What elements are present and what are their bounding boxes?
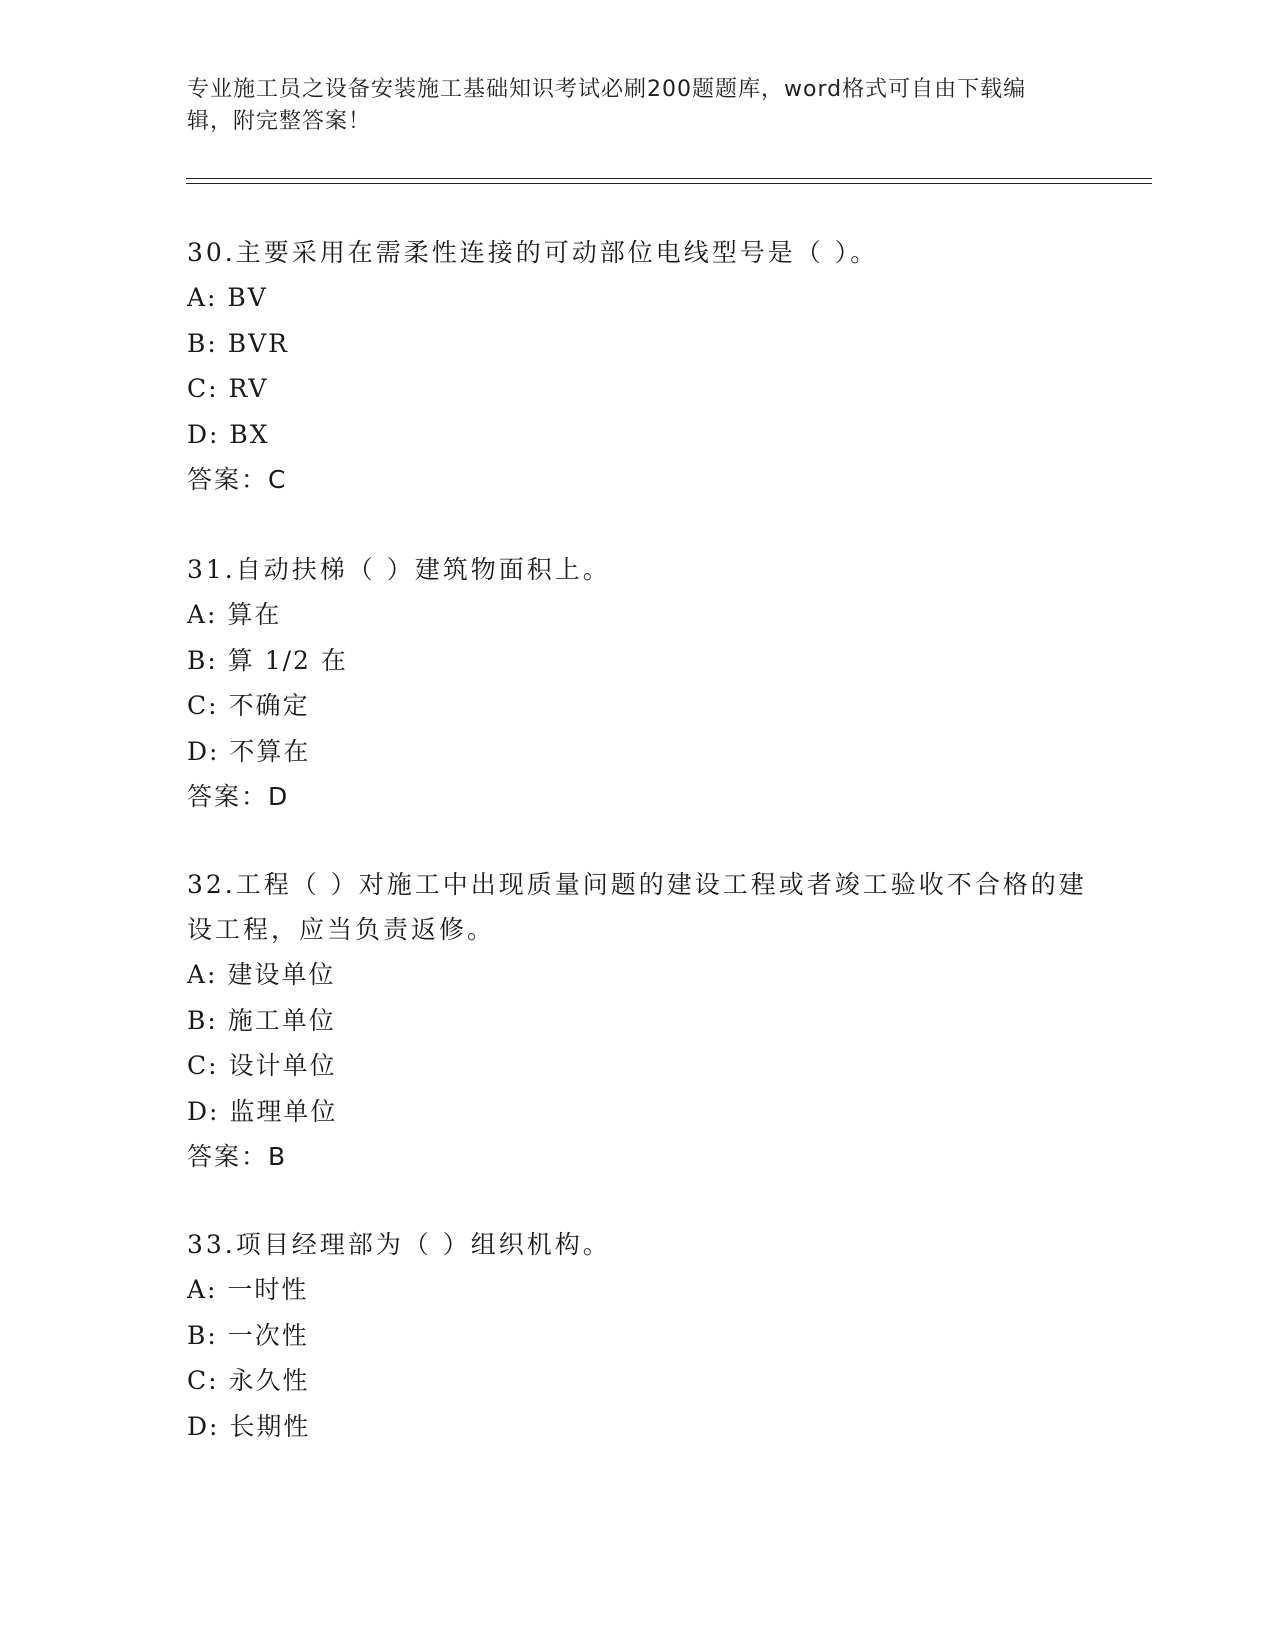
option-b: B: 施工单位 [187, 1005, 336, 1035]
answer-line: 答案：D [187, 782, 290, 811]
question-stem: 31.自动扶梯（ ）建筑物面积上。 [187, 555, 611, 584]
question-32 [187, 862, 1087, 1179]
option-d: D: 长期性 [187, 1411, 311, 1441]
option-b: B: BVR [187, 328, 289, 358]
question-stem: 30.主要采用在需柔性连接的可动部位电线型号是（ ）。 [187, 238, 879, 267]
option-b: B: 算 1/2 在 [187, 645, 348, 675]
option-a: A: 建设单位 [187, 960, 336, 989]
question-stem: 32.工程（ ）对施工中出现质量问题的建设工程或者竣工验收不合格的建设工程，应当负责返修。 [187, 870, 1087, 944]
option-d: D: BX [187, 419, 270, 449]
option-a: A: BV [187, 283, 268, 312]
question-31 [187, 547, 1087, 819]
option-c: C: RV [187, 374, 269, 403]
option-a: A: 算在 [187, 600, 282, 629]
question-stem: 33.项目经理部为（ ）组织机构。 [187, 1230, 611, 1259]
option-a: A: 一时性 [187, 1275, 309, 1304]
option-c: C: 设计单位 [187, 1051, 337, 1080]
option-c: C: 永久性 [187, 1366, 310, 1395]
option-c: C: 不确定 [187, 691, 310, 720]
question-30 [187, 230, 1087, 502]
document-header-title: 专业施工员之设备安装施工基础知识考试必刷200题题库，word格式可自由下载编辑，附完整答案！ [187, 77, 1027, 134]
option-d: D: 监理单位 [187, 1096, 338, 1126]
question-33 [187, 1222, 1087, 1449]
option-b: B: 一次性 [187, 1320, 309, 1350]
option-d: D: 不算在 [187, 736, 311, 766]
header-double-rule [186, 178, 1152, 184]
answer-line: 答案：B [187, 1142, 288, 1171]
answer-line: 答案：C [187, 465, 288, 494]
